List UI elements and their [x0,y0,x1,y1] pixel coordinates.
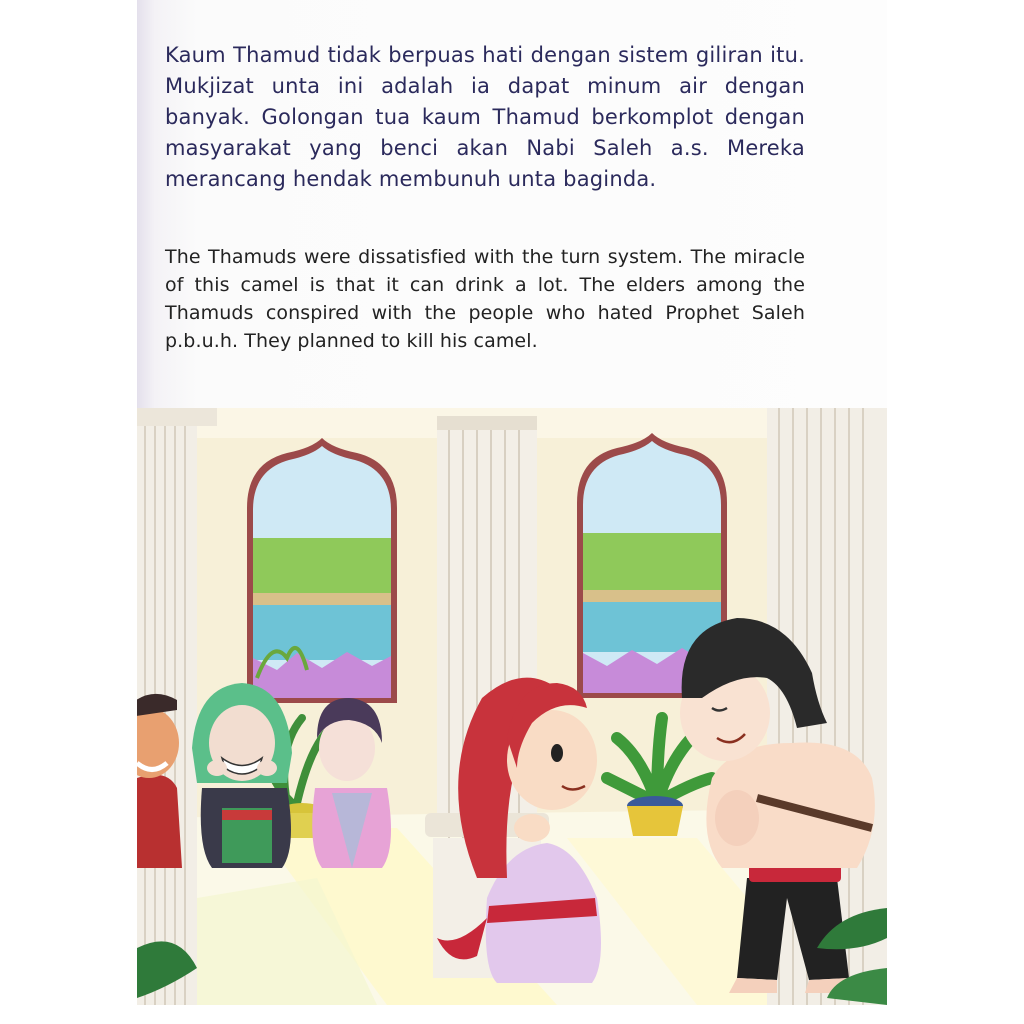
left-window-arch-icon [247,438,397,703]
book-page [137,0,887,1005]
malay-paragraph: Kaum Thamud tidak berpuas hati dengan sistem giliran itu. Mukjizat unta ini adalah ia dapat minum air dengan banyak. Golongan tua kaum Thamud berkomplot dengan masyarakat yang benci akan Nabi Saleh a.s. Mereka merancang hendak membunuh unta baginda. [165,43,805,191]
story-illustration [137,408,887,1005]
english-paragraph: The Thamuds were dissatisfied with the turn system. The miracle of this camel is that it can drink a lot. The elders among the Thamuds conspired with the people who hated Prophet Saleh p.b.u.h. They planned to kill his camel. [165,246,805,352]
elder-green-hood [192,683,292,868]
illustration-svg [137,408,887,1005]
